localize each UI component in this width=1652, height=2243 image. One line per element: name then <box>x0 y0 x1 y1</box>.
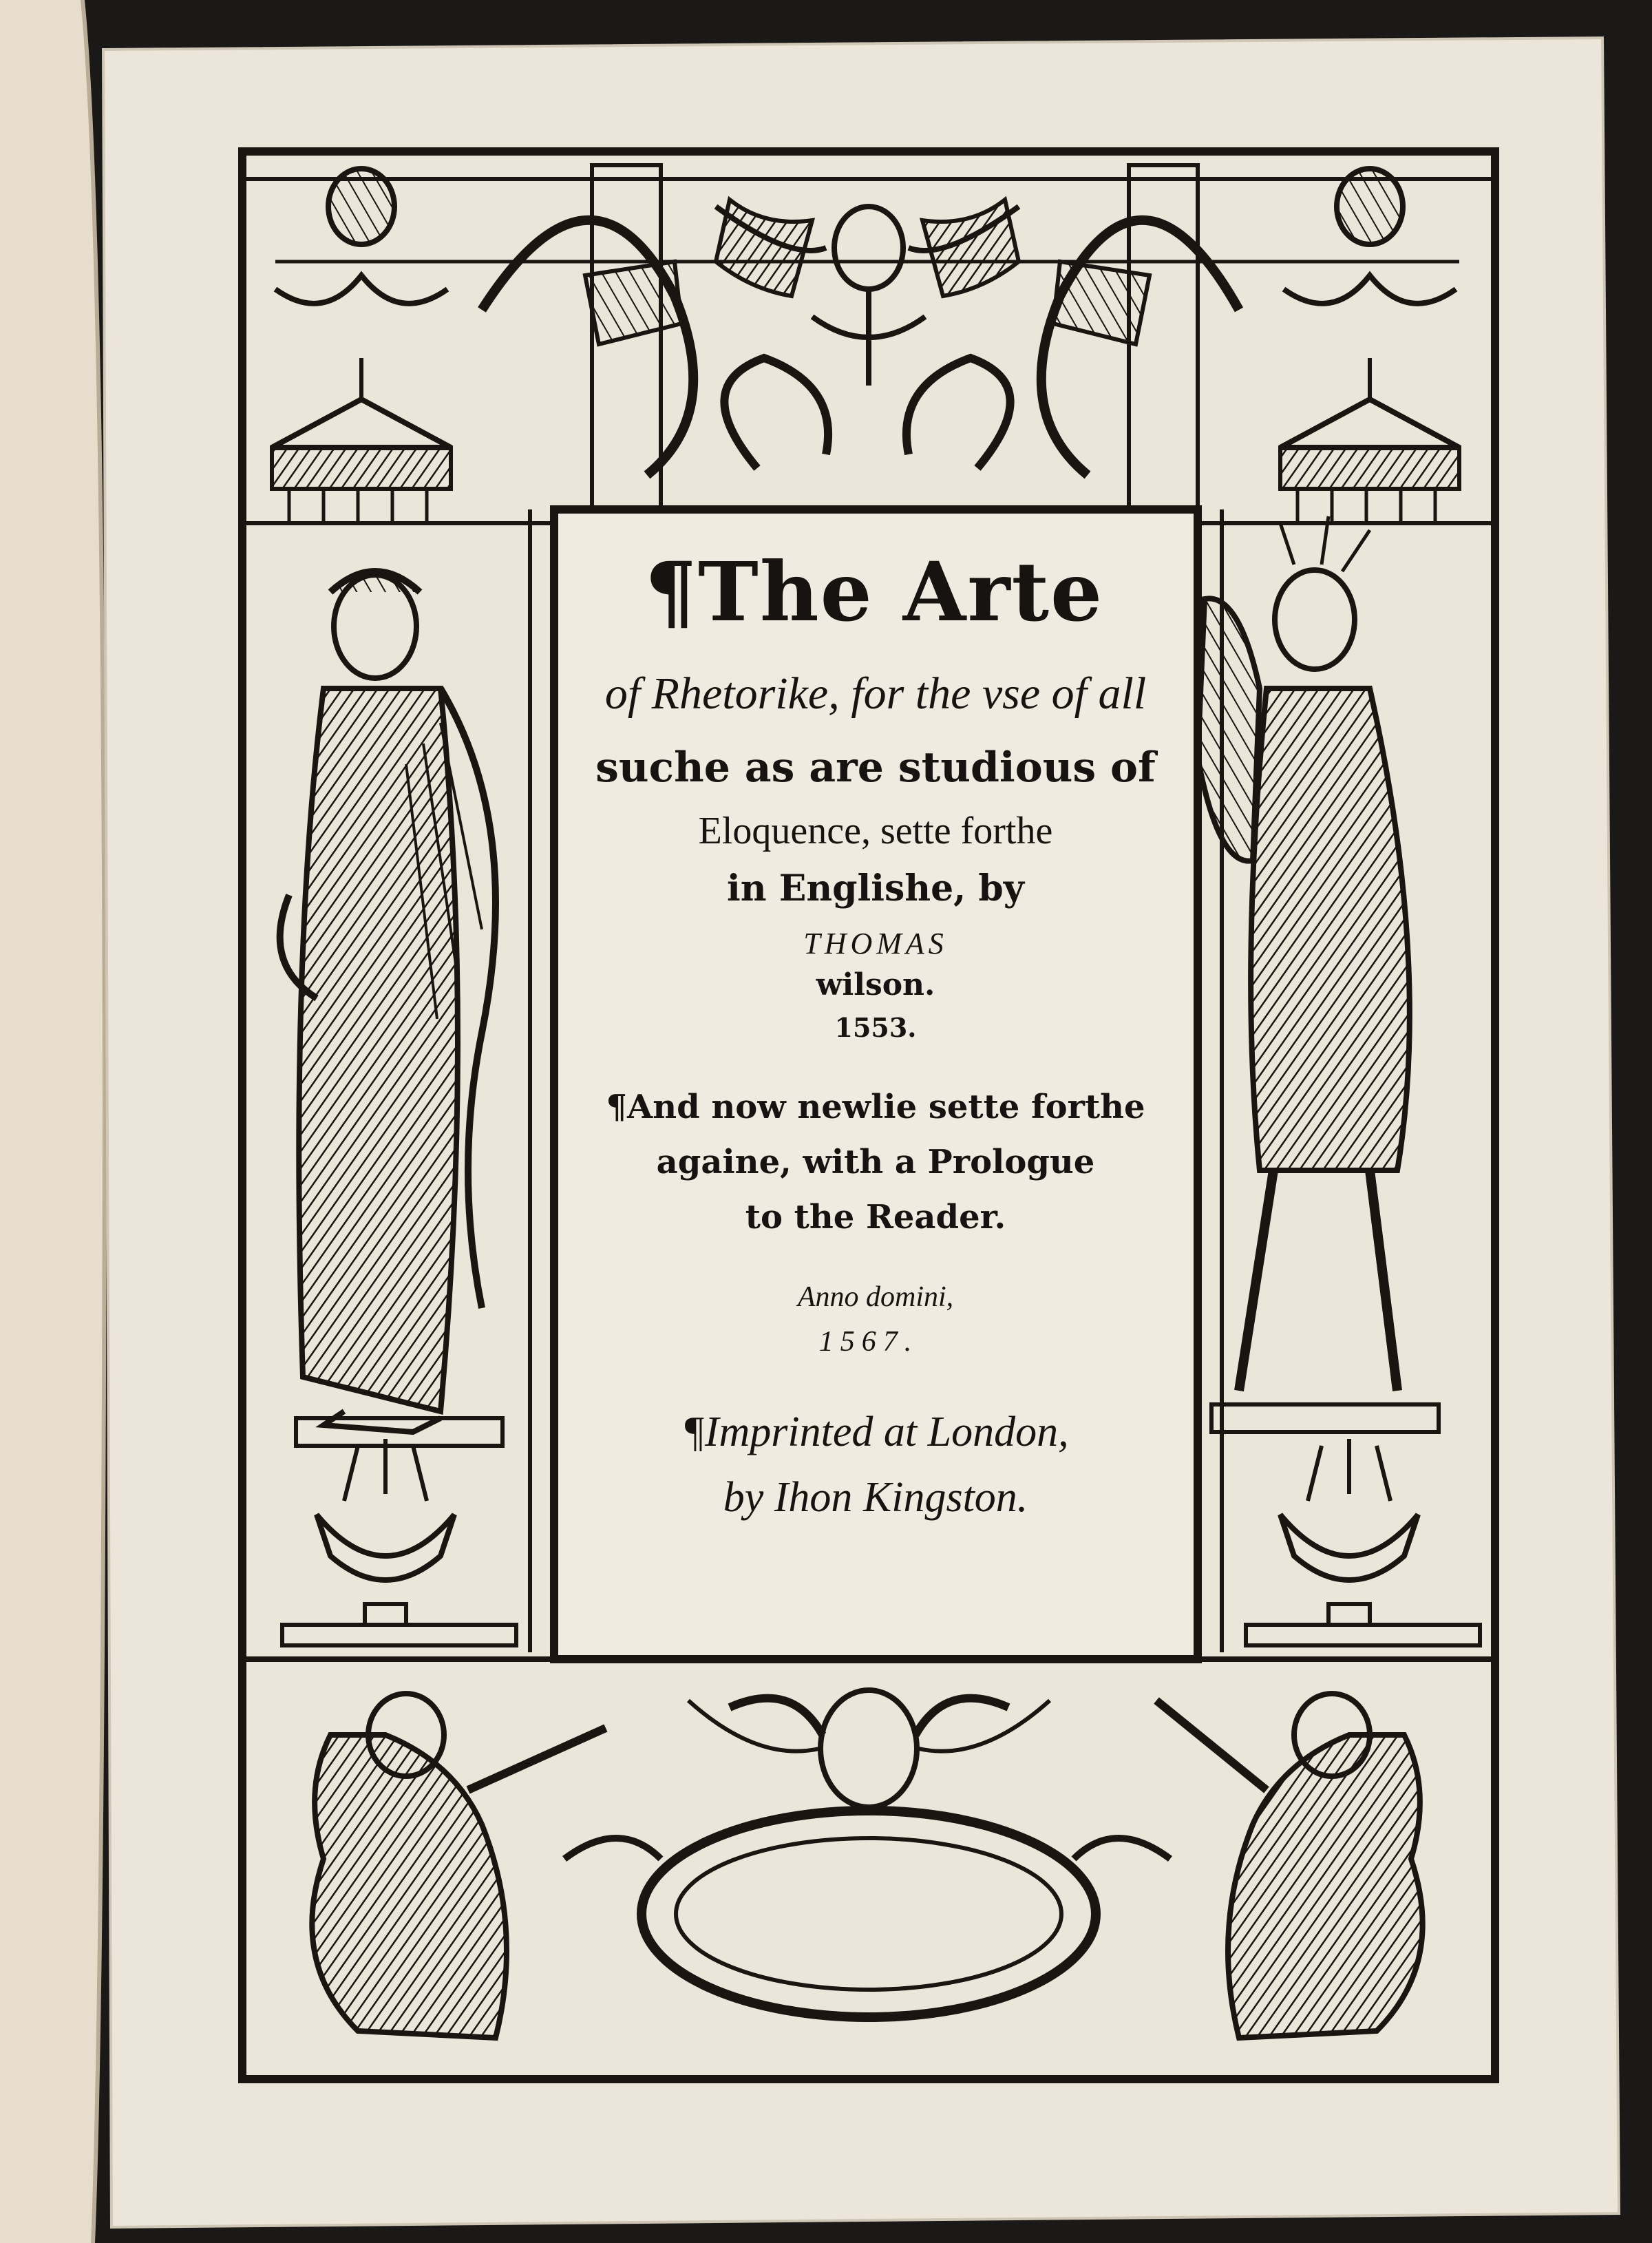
title-line-3: Eloquence, sette forthe <box>698 810 1053 852</box>
imprint-line-2: by Ihon Kingston. <box>723 1474 1028 1521</box>
title-line-2: suche as are studious of <box>595 744 1156 792</box>
title-text: The Arte <box>698 544 1104 640</box>
title-line-4: in Englishe, by <box>727 867 1024 909</box>
title-pilcrow: ¶ <box>644 544 699 640</box>
anno-domini: Anno domini, <box>797 1281 954 1313</box>
second-year: 1567. <box>818 1326 919 1358</box>
left-facing-page <box>0 0 105 2243</box>
second-edition-line-2: againe, with a Prologue <box>656 1143 1095 1181</box>
second-edition-pilcrow: ¶ <box>606 1088 627 1126</box>
second-edition-text-1: And now newlie sette forthe <box>626 1088 1145 1126</box>
first-year: 1553. <box>834 1012 917 1043</box>
author-first-name: THOMAS <box>803 927 948 960</box>
imprint-line-1: ¶Imprinted at London, <box>682 1409 1069 1455</box>
title-line-1: of Rhetorike, for the vse of all <box>604 668 1147 719</box>
author-last-name: wilson. <box>816 967 935 1002</box>
second-edition-line-3: to the Reader. <box>745 1198 1006 1236</box>
